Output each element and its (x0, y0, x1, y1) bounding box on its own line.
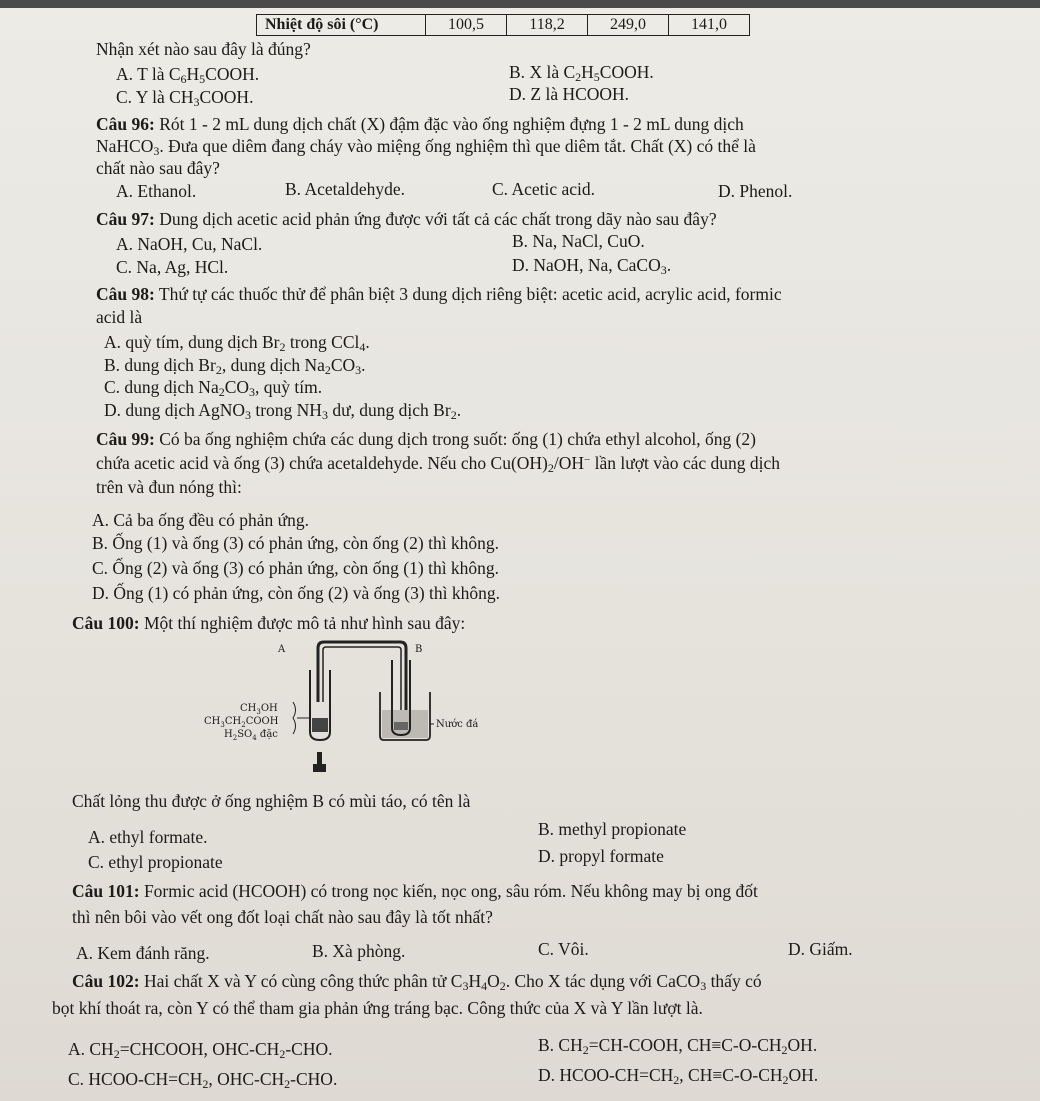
q98-option-b: B. dung dịch $Br_2$, dung dịch $Na_2CO_3$. (104, 355, 366, 377)
q100-option-d: D. propyl formate (538, 846, 664, 866)
table-cell: 100,5 (426, 15, 507, 36)
q101-option-d: D. Giấm. (788, 939, 853, 959)
q99-line3: trên và đun nóng thì: (96, 477, 242, 497)
apparatus-drawing (186, 640, 506, 785)
distillation-apparatus-figure (186, 640, 506, 785)
q102-option-b: B. $CH_2=CH$-COOH, $CH\equiv C-O-CH_2OH$. (538, 1035, 818, 1057)
q98-option-d: D. dung dịch AgNO$_3$ trong $NH_3$ dư, dung dịch $Br_2$. (104, 400, 462, 422)
q101-line2: thì nên bôi vào vết ong đốt loại chất nào sau đây là tốt nhất? (72, 907, 493, 927)
q99-option-a: A. Cả ba ống đều có phản ứng. (92, 510, 310, 530)
q96-option-a: A. Ethanol. (116, 181, 197, 201)
tube-a-label: A (278, 644, 286, 655)
q97-line: Câu 97: Dung dịch acetic acid phản ứng được với tất cả các chất trong dãy nào sau đây? (96, 209, 717, 229)
table-header: Nhiệt độ sôi (°C) (257, 15, 426, 36)
q99-option-b: B. Ống (1) và ống (3) có phản ứng, còn ống (2) thì không. (92, 533, 500, 553)
q96-option-c: C. Acetic acid. (492, 179, 596, 199)
q102-option-d: D. HCOO-$CH=CH_2$, $CH\equiv C-O-CH_2OH$. (538, 1065, 819, 1087)
reagent-propanoic-acid: $CH_3CH_2COOH$ (204, 716, 279, 729)
q95-option-c: C. Y là $CH_3COOH$. (116, 87, 254, 109)
q100-option-c: C. ethyl propionate (88, 852, 223, 872)
q97-option-a: A. NaOH, Cu, NaCl. (116, 234, 263, 254)
q102-option-c: C. HCOO-$CH=CH_2$, OHC-$CH_2$-CHO. (68, 1069, 338, 1091)
q98-line2: acid là (96, 307, 143, 327)
q101-option-a: A. Kem đánh răng. (76, 943, 210, 963)
boiling-point-table (256, 14, 750, 36)
q97-option-d: D. NaOH, Na, CaCO$_3$. (512, 255, 672, 277)
q102-line2: bọt khí thoát ra, còn Y có thể tham gia phản ứng tráng bạc. Công thức của X và Y lần lượt là. (52, 998, 703, 1018)
q98-option-c: C. dung dịch $Na_2CO_3$, quỳ tím. (104, 377, 323, 399)
q100-after: Chất lỏng thu được ở ống nghiệm B có mùi táo, có tên là (72, 791, 471, 811)
q101-option-b: B. Xà phòng. (312, 941, 406, 961)
q100-option-b: B. methyl propionate (538, 819, 687, 839)
q102-option-a: A. $CH_2=CHCOOH$, OHC-$CH_2$-CHO. (68, 1039, 333, 1061)
q101-line1: Câu 101: Formic acid (HCOOH) có trong nọc kiến, nọc ong, sâu róm. Nếu không may bị ong đốt (72, 881, 758, 901)
tube-b-label: B (415, 644, 423, 655)
reagent-sulfuric-acid: $H_2SO_4$ đặc (224, 729, 278, 742)
q97-option-b: B. Na, NaCl, CuO. (512, 231, 645, 251)
q100-line: Câu 100: Một thí nghiệm được mô tả như hình sau đây: (72, 613, 466, 633)
q98-line1: Câu 98: Thứ tự các thuốc thử để phân biệt 3 dung dịch riêng biệt: acetic acid, acrylic acid, formic (96, 284, 782, 304)
q99-line1: Câu 99: Có ba ống nghiệm chứa các dung dịch trong suốt: ống (1) chứa ethyl alcohol, ống (2) (96, 429, 757, 449)
q95-option-b: B. X là $C_2H_5COOH$. (509, 62, 654, 84)
q100-option-a: A. ethyl formate. (88, 827, 208, 847)
q99-line2: chứa acetic acid và ống (3) chứa acetaldehyde. Nếu cho $Cu(OH)_2/OH^-$ lần lượt vào các dung dịch (96, 453, 781, 475)
q96-line3: chất nào sau đây? (96, 158, 220, 178)
q99-option-d: D. Ống (1) có phản ứng, còn ống (2) và ống (3) thì không. (92, 583, 501, 603)
q95-stem: Nhận xét nào sau đây là đúng? (96, 39, 311, 59)
q96-line1: Câu 96: Rót 1 - 2 mL dung dịch chất (X) đậm đặc vào ống nghiệm đựng 1 - 2 mL dung dịch (96, 114, 744, 134)
q96-option-b: B. Acetaldehyde. (285, 179, 406, 199)
q96-line2: NaHCO$_3$. Đưa que diêm đang cháy vào miệng ống nghiệm thì que diêm tắt. Chất (X) có thể là (96, 136, 756, 158)
table-cell: 249,0 (588, 15, 669, 36)
q98-option-a: A. quỳ tím, dung dịch $Br_2$ trong CCl$_4$. (104, 332, 370, 354)
q99-option-c: C. Ống (2) và ống (3) có phản ứng, còn ống (1) thì không. (92, 558, 500, 578)
q95-option-a: A. T là $C_6H_5COOH$. (116, 64, 260, 86)
q102-line1: Câu 102: Hai chất X và Y có cùng công thức phân tử $C_3H_4O_2$. Cho X tác dụng với CaCO$_3$ thấy có (72, 971, 762, 993)
reagent-methanol: $CH_3OH$ (240, 703, 278, 716)
q96-option-d: D. Phenol. (718, 181, 793, 201)
q97-option-c: C. Na, Ag, HCl. (116, 257, 229, 277)
q95-option-d: D. Z là HCOOH. (509, 84, 630, 104)
table-cell: 118,2 (507, 15, 588, 36)
q101-option-c: C. Vôi. (538, 939, 589, 959)
ice-water-label: Nước đá (436, 719, 479, 730)
table-cell: 141,0 (669, 15, 750, 36)
